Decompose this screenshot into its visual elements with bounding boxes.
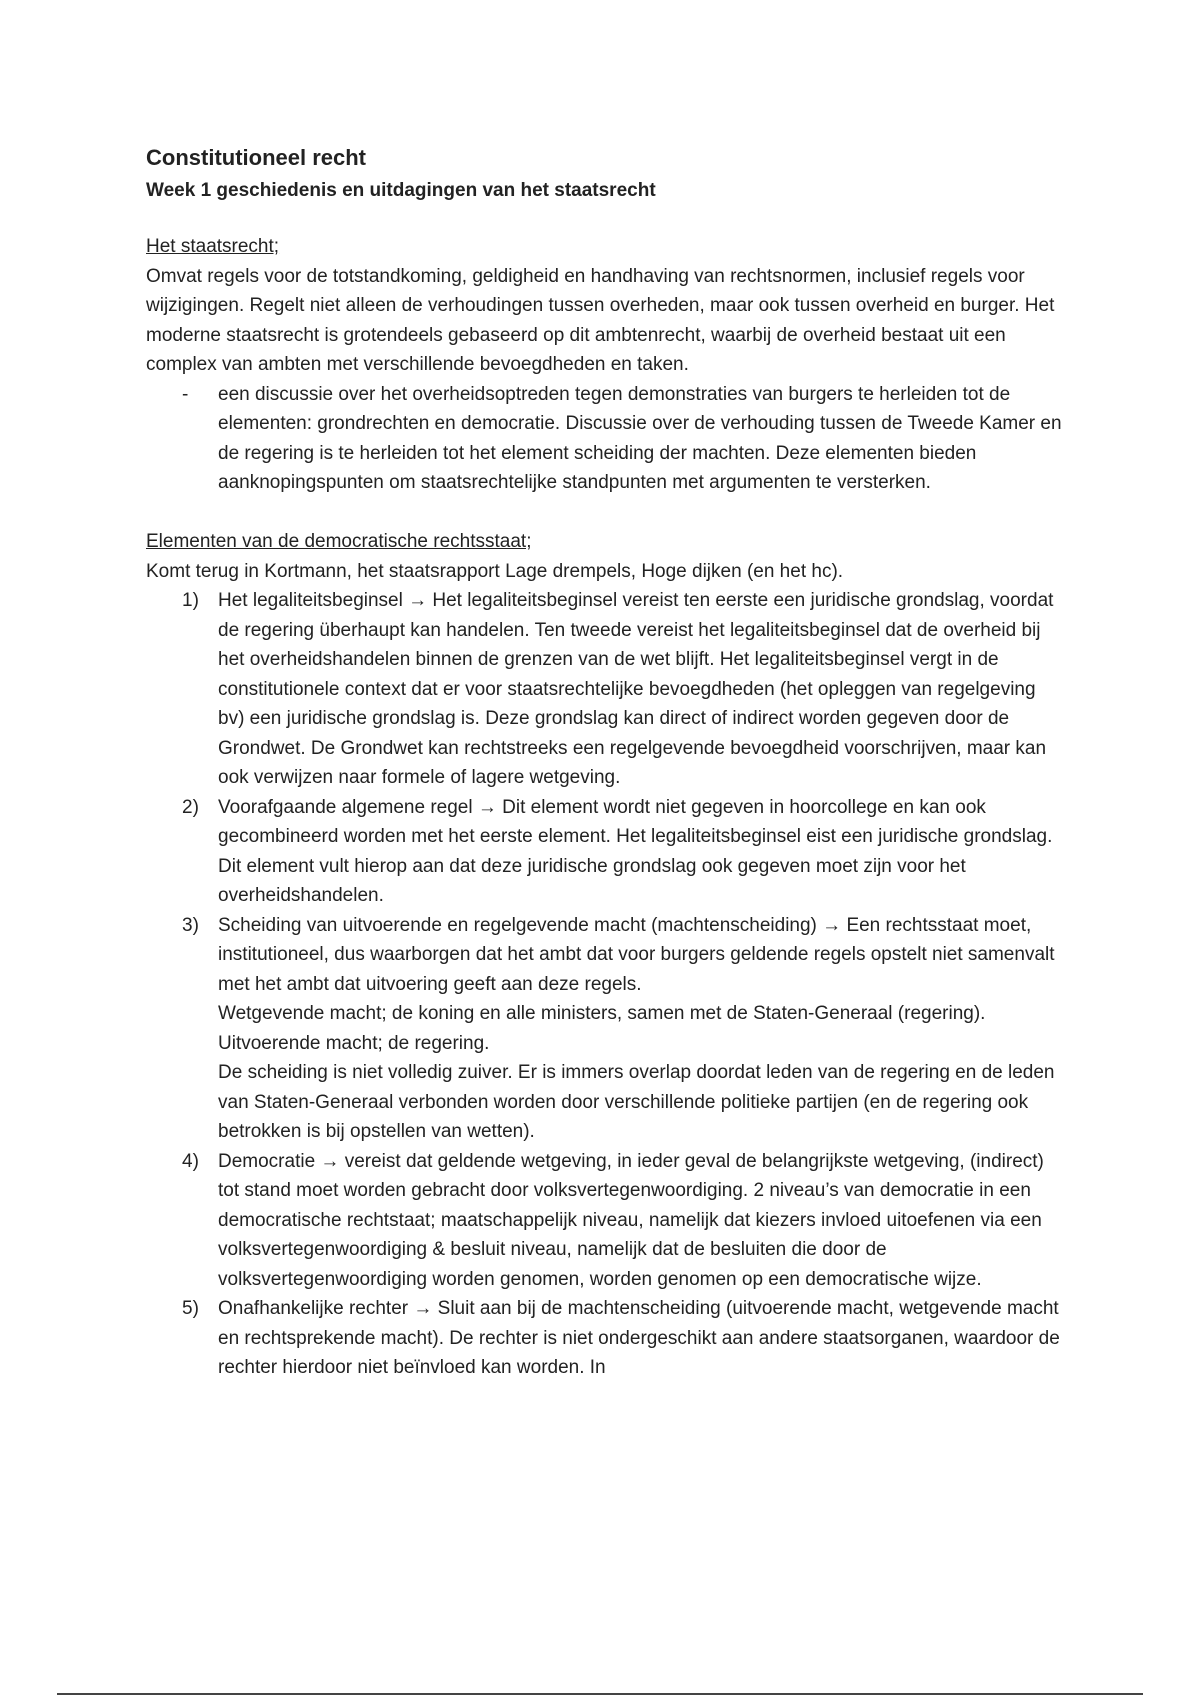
document-subtitle: Week 1 geschiedenis en uitdagingen van het staatsrecht	[146, 180, 656, 201]
list-marker: -	[182, 383, 189, 405]
document-page	[146, 144, 1066, 1383]
list-item	[146, 793, 1066, 911]
list-item-text: Wetgevende macht; de koning en alle ministers, samen met de Staten-Generaal (regering).	[218, 1003, 986, 1024]
section-intro: Komt terug in Kortmann, het staatsrapport Lage drempels, Hoge dijken (en het hc).	[146, 560, 844, 582]
list-item-text: Het legaliteitsbeginsel → Het legaliteitsbeginsel vereist ten eerste een juridische grondslag, voordat de regering überhaupt kan handelen. Ten tweede vereist het legaliteitsbeginsel dat de overheid bij het overheidshandelen binnen de grenzen van de wet blijft. Het legaliteitsbeginsel vergt in de constitutionele context dat er voor staatsrechtelijke bevoegdheden (het opleggen van regelgeving bv) een juridische grondslag is. Deze grondslag kan direct of indirect worden gegeven door de Grondwet. De Grondwet kan rechtstreeks een regelgevende bevoegdheid voorschrijven, maar kan ook verwijzen naar formele of lagere wetgeving.	[218, 590, 1054, 788]
list-marker: 1)	[182, 590, 199, 611]
list-item-text: Voorafgaande algemene regel → Dit element wordt niet gegeven in hoorcollege en kan ook gecombineerd worden met het eerste element. Het legaliteitsbeginsel eist een juridische grondslag. Dit element vult hierop aan dat deze juridische grondslag ook gegeven moet zijn voor het overheidshandelen.	[218, 796, 1053, 906]
list-marker: 3)	[182, 914, 199, 936]
list-marker: 2)	[182, 796, 199, 818]
list-marker: 5)	[182, 1298, 199, 1319]
document-title: Constitutioneel recht	[146, 145, 367, 170]
list-item	[146, 1147, 1066, 1295]
list-item-text: Uitvoerende macht; de regering.	[218, 1032, 490, 1054]
list-item-text: Scheiding van uitvoerende en regelgevende macht (machtenscheiding) → Een rechtsstaat moet, institutioneel, dus waarborgen dat het ambt dat voor burgers geldende regels opstelt niet samenvalt met het ambt dat uitvoering geeft aan deze regels.	[218, 914, 1055, 995]
page-divider	[57, 1693, 1143, 1695]
list-item	[146, 586, 1066, 793]
section-heading-elementen: Elementen van de democratische rechtsstaat;	[146, 531, 532, 552]
section-heading-staatsrecht: Het staatsrecht;	[146, 236, 280, 257]
list-item-text: een discussie over het overheidsoptreden tegen demonstraties van burgers te herleiden tot de elementen: grondrechten en democratie. Discussie over de verhouding tussen de Tweede Kamer en de regering is te herleiden tot het element scheiding der machten. Deze elementen bieden aanknopingspunten om staatsrechtelijke standpunten met argumenten te versterken.	[218, 383, 1062, 493]
list-item	[146, 911, 1066, 1147]
section-paragraph: Omvat regels voor de totstandkoming, geldigheid en handhaving van rechtsnormen, inclusief regels voor wijzigingen. Regelt niet alleen de verhoudingen tussen overheden, maar ook tussen overheid en burger. Het moderne staatsrecht is grotendeels gebaseerd op dit ambtenrecht, waarbij de overheid bestaat uit een complex van ambten met verschillende bevoegdheden en taken.	[146, 265, 1055, 375]
list-marker: 4)	[182, 1150, 199, 1172]
list-item	[146, 380, 1066, 498]
list-item-text: De scheiding is niet volledig zuiver. Er is immers overlap doordat leden van de regering en de leden van Staten-Generaal verbonden worden door verschillende politieke partijen (en de regering ook betrokken is bij opstellen van wetten).	[218, 1062, 1055, 1142]
list-item-text: Onafhankelijke rechter → Sluit aan bij de machtenscheiding (uitvoerende macht, wetgevende macht en rechtsprekende macht). De rechter is niet ondergeschikt aan andere staatsorganen, waardoor de rechter hierdoor niet beïnvloed kan worden. In	[218, 1298, 1060, 1378]
numbered-list	[146, 586, 1066, 1383]
dash-list	[146, 380, 1066, 498]
list-item	[146, 1294, 1066, 1383]
list-item-text: Democratie → vereist dat geldende wetgeving, in ieder geval de belangrijkste wetgeving, (indirect) tot stand moet worden gebracht door volksvertegenwoordiging. 2 niveau’s van democratie in een democratische rechtstaat; maatschappelijk niveau, namelijk dat kiezers invloed uitoefenen via een volksvertegenwoordiging & besluit niveau, namelijk dat de besluiten die door de volksvertegenwoordiging worden genomen, worden genomen op een democratische wijze.	[218, 1150, 1044, 1290]
